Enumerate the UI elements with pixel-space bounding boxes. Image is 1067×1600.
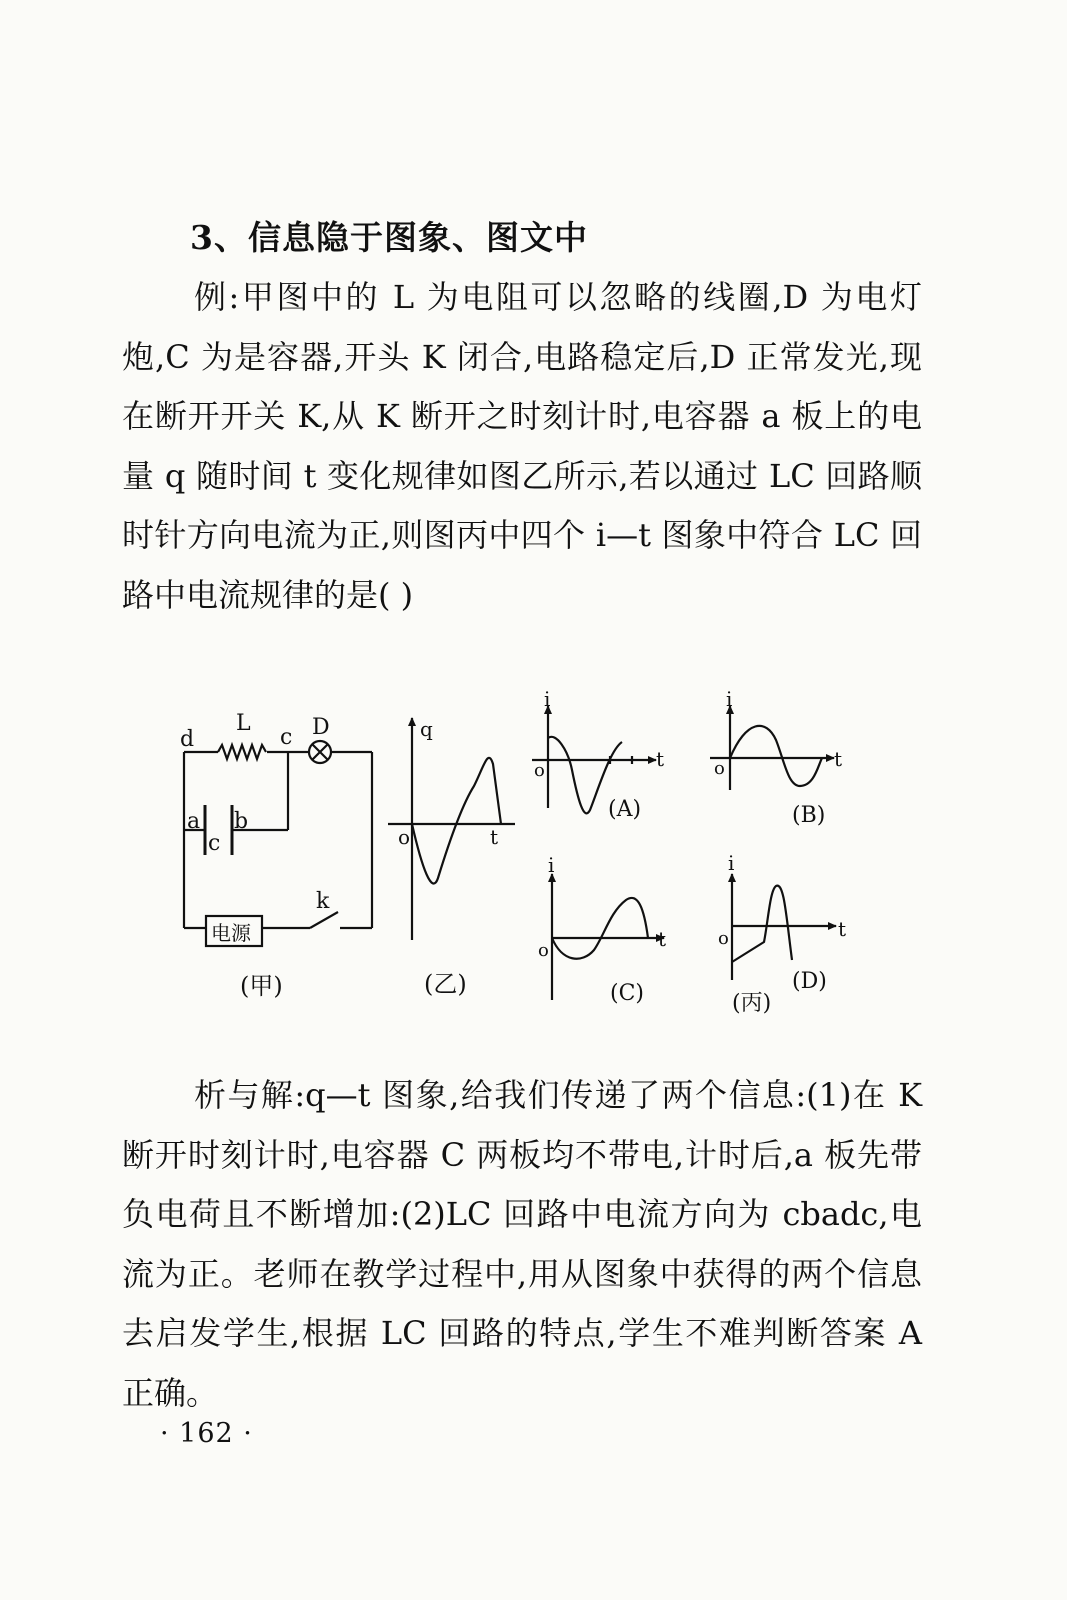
label-L: L [236, 711, 251, 736]
inductor-coil [218, 745, 266, 759]
option-d-origin: o [718, 928, 729, 949]
option-b-graph [710, 706, 834, 790]
label-c-top: c [280, 725, 293, 750]
option-b-y-label: i [726, 690, 733, 711]
section-heading: 3、信息隐于图象、图文中 [190, 218, 588, 257]
example-paragraph: 例:甲图中的 L 为电阻可以忽略的线圈,D 为电灯炮,C 为是容器,开头 K 闭合,电路稳定后,D 正常发光,现在断开开关 K,从 K 断开之时刻计时,电容器 a 板上的电量 q 随时间 t 变化规律如图乙所示,若以通过 LC 回路顺时针方向电流为正,则图丙中四个 i—t 图象中符合 LC 回路中电流规律的是( ) [122, 278, 922, 614]
option-d-curve [732, 886, 792, 962]
solution-paragraph: 析与解:q—t 图象,给我们传递了两个信息:(1)在 K 断开时刻计时,电容器 C 两板均不带电,计时后,a 板先带负电荷且不断增加:(2)LC 回路中电流方向为 cbadc,电流为正。老师在教学过程中,用从图象中获得的两个信息去启发学生,根据 LC 回路的特点,学生不难判断答案 A 正确。 [122, 1076, 922, 1412]
option-c-x-label: t [658, 927, 667, 951]
label-b: b [234, 809, 249, 834]
label-k: k [316, 889, 330, 914]
page-number: · 162 · [160, 1418, 253, 1449]
q-axis-label: q [420, 717, 433, 741]
label-a: a [187, 809, 201, 834]
option-b-origin: o [714, 758, 725, 779]
option-c-curve [552, 898, 648, 959]
option-d-x-label: t [838, 917, 847, 941]
q-curve [412, 758, 501, 884]
option-c-caption: (C) [610, 981, 644, 1006]
caption-bing: (丙) [732, 991, 772, 1016]
q-origin-label: o [398, 825, 411, 849]
caption-yi: (乙) [424, 970, 467, 998]
option-b-x-label: t [834, 747, 843, 771]
option-b-caption: (B) [792, 803, 826, 828]
option-d-y-label: i [728, 851, 735, 875]
option-d-caption: (D) [792, 969, 827, 994]
switch-k [310, 912, 338, 928]
label-c-cap: c [208, 831, 221, 856]
power-source-label: 电源 [211, 921, 251, 945]
label-d: d [180, 727, 195, 752]
option-b-curve [730, 726, 822, 786]
option-a-origin: o [534, 760, 545, 781]
label-D: D [312, 715, 330, 740]
option-a-y-label: i [544, 690, 551, 711]
option-a-x-label: t [656, 747, 665, 771]
option-c-y-label: i [548, 853, 555, 877]
option-c-graph [552, 874, 667, 1000]
physics-figure [170, 690, 870, 1030]
option-d-graph [732, 874, 836, 980]
q-t-axis-label: t [490, 825, 499, 849]
option-c-origin: o [538, 940, 549, 961]
option-a-caption: (A) [608, 797, 642, 822]
caption-jia: (甲) [240, 972, 283, 1000]
